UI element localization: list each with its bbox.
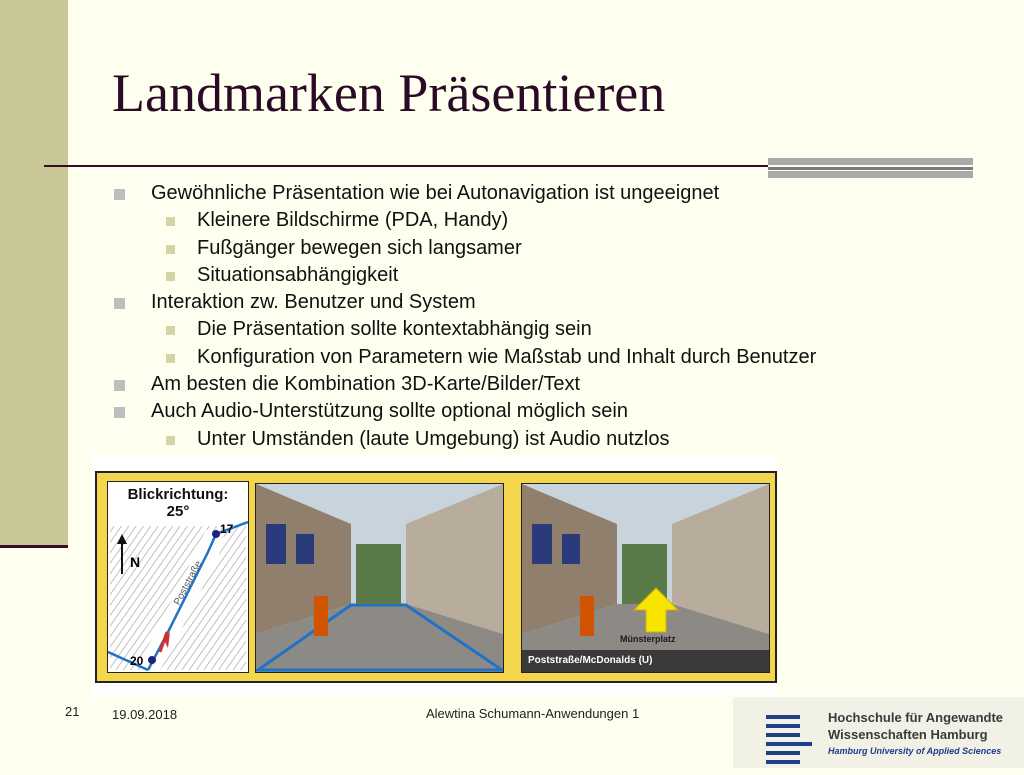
bullet-item	[110, 398, 970, 425]
map-node-20	[148, 656, 156, 664]
bullet-text: Gewöhnliche Präsentation wie bei Autonavigation ist ungeeignet	[151, 182, 720, 204]
bullet-marker-icon	[166, 326, 175, 335]
map-node-top-label: 17	[220, 522, 234, 536]
map-node-17	[212, 530, 220, 538]
left-decorative-bar	[0, 0, 68, 547]
logo-line-1: Hochschule für Angewandte	[828, 710, 1004, 725]
bullet-text: Konfiguration von Parametern wie Maßstab und Inhalt durch Benutzer	[197, 345, 817, 368]
bullet-marker-icon	[114, 380, 125, 391]
map-node-bottom-label: 20	[130, 654, 144, 668]
north-label: N	[130, 554, 141, 570]
bullet-marker-icon	[166, 354, 175, 363]
landmark-figure	[91, 455, 777, 695]
title-accent-bars	[768, 158, 973, 180]
bullet-text: Situationsabhängigkeit	[197, 263, 399, 286]
bullet-text: Interaktion zw. Benutzer und System	[151, 291, 476, 314]
bullet-text: Die Präsentation sollte kontextabhängig sein	[197, 318, 592, 341]
figure-frame	[95, 471, 777, 683]
bullet-marker-icon	[114, 407, 125, 418]
bullet-list	[110, 180, 970, 453]
map-street-label: Poststraße	[172, 559, 205, 608]
page-number: 21	[65, 704, 80, 719]
slide-title: Landmarken Präsentieren	[112, 63, 666, 123]
street-photo-landmark	[521, 483, 770, 673]
sub-bullet-item	[110, 207, 970, 234]
bullet-text: Unter Umständen (laute Umgebung) ist Audio nutzlos	[197, 427, 670, 450]
left-bar-underline	[0, 545, 68, 548]
bullet-marker-icon	[166, 217, 175, 226]
sub-bullet-item	[110, 344, 970, 371]
street-photo-illustration	[256, 484, 503, 672]
logo-line-2: Wissenschaften Hamburg	[828, 727, 988, 742]
sub-bullet-item	[110, 426, 970, 453]
landmark-sign: Münsterplatz	[620, 634, 676, 644]
sub-bullet-item	[110, 262, 970, 289]
sub-bullet-item	[110, 316, 970, 343]
bullet-marker-icon	[166, 272, 175, 281]
bullet-text: Auch Audio-Unterstützung sollte optional möglich sein	[151, 400, 628, 423]
bullet-text: Fußgänger bewegen sich langsamer	[197, 236, 522, 259]
bullet-item	[110, 289, 970, 316]
map-caption: Blickrichtung: 25°	[127, 486, 229, 520]
title-rule	[44, 165, 768, 167]
bullet-marker-icon	[166, 245, 175, 254]
logo-line-3: Hamburg University of Applied Sciences	[828, 746, 1002, 756]
bullet-marker-icon	[166, 436, 175, 445]
photo-caption: Poststraße/McDonalds (U)	[528, 655, 653, 666]
bullet-marker-icon	[114, 298, 125, 309]
bullet-text: Kleinere Bildschirme (PDA, Handy)	[197, 209, 509, 232]
footer-author: Alewtina Schumann-Anwendungen 1	[426, 706, 640, 721]
university-logo	[733, 697, 1024, 768]
bullet-marker-icon	[114, 189, 125, 200]
bullet-item	[110, 180, 970, 207]
bullet-text: Am besten die Kombination 3D-Karte/Bilder/Text	[151, 373, 581, 396]
footer-date: 19.09.2018	[112, 707, 178, 722]
bullet-item	[110, 371, 970, 398]
sub-bullet-item	[110, 235, 970, 262]
street-photo-route	[255, 483, 504, 673]
map-panel	[107, 481, 249, 673]
